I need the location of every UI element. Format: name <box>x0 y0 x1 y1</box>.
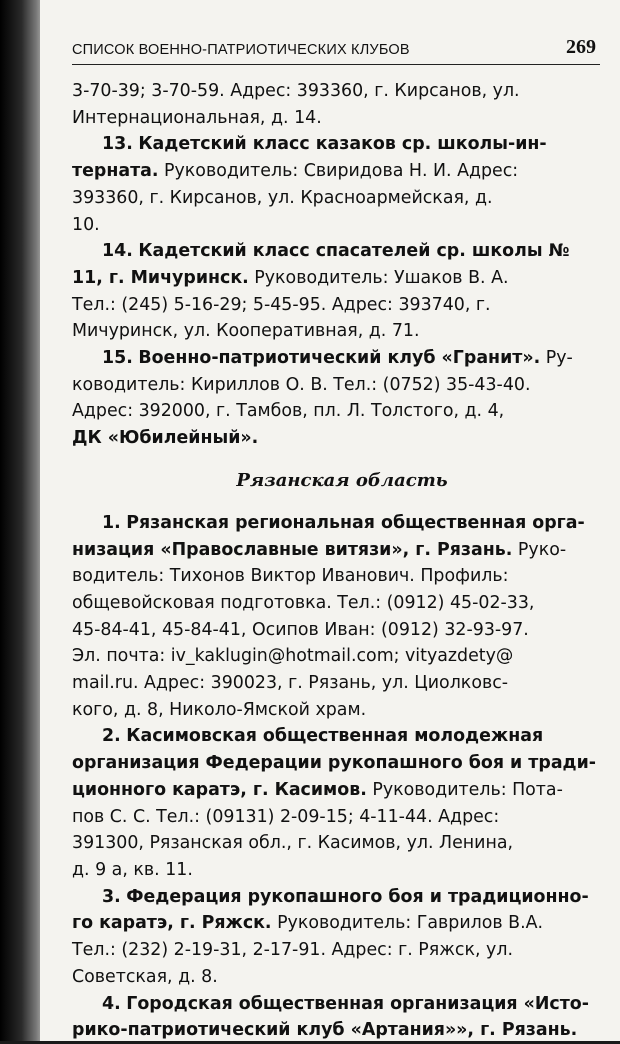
text-line <box>72 563 612 590</box>
text-line <box>72 372 612 399</box>
entry-text: Руководитель: Ушаков В. А. <box>248 267 509 288</box>
entry-text: 45-84-41, 45-84-41, Осипов Иван: (0912) 32-93-97. <box>72 619 529 640</box>
entry-text: пов С. С. Тел.: (09131) 2-09-15; 4-11-44. Адрес: <box>72 806 500 827</box>
text-line <box>72 830 612 857</box>
entry-number: 14. <box>102 241 133 262</box>
entry-heading: Городская общественная организация «Исто- <box>126 993 589 1014</box>
entry-first-line <box>72 991 612 1018</box>
entry-heading: го каратэ, г. Ряжск. <box>72 913 272 934</box>
entry-text: Тел.: (232) 2-19-31, 2-17-91. Адрес: г. Ряжск, ул. <box>72 940 513 961</box>
text-line <box>72 158 612 185</box>
entry-heading: рико-патриотический клуб «Артания»», г. Рязань. <box>72 1020 578 1041</box>
entry-heading: Военно-патриотический клуб «Гранит». <box>138 348 541 369</box>
section-heading: Рязанская область <box>236 469 448 491</box>
text-line <box>72 185 612 212</box>
entry-text: ководитель: Кириллов О. В. Тел.: (0752) 35-43-40. <box>72 374 531 395</box>
text-line <box>72 590 612 617</box>
text-line <box>72 670 612 697</box>
text-line <box>72 425 612 452</box>
entry-number: 3. <box>102 886 121 907</box>
page-body <box>72 78 612 1044</box>
text-line <box>72 265 612 292</box>
text-line <box>72 643 612 670</box>
list-entry <box>72 884 612 991</box>
entry-heading: низация «Православные витязи», г. Рязань. <box>72 539 513 560</box>
entry-text: mail.ru. Адрес: 390023, г. Рязань, ул. Циолковс- <box>72 673 509 694</box>
text-line <box>72 937 612 964</box>
text-line <box>72 857 612 884</box>
entry-text: Руководитель: Пота- <box>366 779 563 800</box>
entry-heading: 11, г. Мичуринск. <box>72 267 249 288</box>
text-line <box>72 910 612 937</box>
text-line <box>72 1017 612 1044</box>
entry-text: 391300, Рязанская обл., г. Касимов, ул. Ленина, <box>72 833 514 854</box>
text-line <box>72 804 612 831</box>
list-entry <box>72 991 612 1044</box>
entry-text: Мичуринск, ул. Кооперативная, д. 71. <box>72 321 420 342</box>
page-number: 269 <box>566 36 596 58</box>
entry-text: Ру- <box>540 348 573 369</box>
entry-text: 393360, г. Кирсанов, ул. Красноармейская, д. <box>72 187 493 208</box>
entry-number: 2. <box>102 726 121 747</box>
text-line <box>72 750 612 777</box>
entry-heading: Кадетский класс спасателей ср. школы № <box>138 241 570 262</box>
running-header-title: СПИСОК ВОЕННО-ПАТРИОТИЧЕСКИХ КЛУБОВ <box>72 42 410 58</box>
entry-number: 4. <box>102 993 121 1014</box>
running-header <box>72 34 600 65</box>
tambov-entries-list <box>72 131 612 451</box>
entry-text: Советская, д. 8. <box>72 966 218 987</box>
entry-heading: Федерация рукопашного боя и традиционно- <box>126 886 589 907</box>
text-line <box>72 318 612 345</box>
entry-heading: Касимовская общественная молодежная <box>126 726 544 747</box>
entry-text: д. 9 а, кв. 11. <box>72 859 193 880</box>
text-line <box>72 964 612 991</box>
entry-first-line <box>72 238 612 265</box>
text-line <box>72 292 612 319</box>
text-line <box>72 537 612 564</box>
entry-heading: Рязанская региональная общественная орга- <box>126 512 585 533</box>
entry-heading: Кадетский класс казаков ср. школы-ин- <box>138 134 547 155</box>
entry-first-line <box>72 884 612 911</box>
entry-text: Руко- <box>512 539 567 560</box>
text-line <box>72 777 612 804</box>
entry-first-line <box>72 131 612 158</box>
entry-text: Адрес: 392000, г. Тамбов, пл. Л. Толстого, д. 4, <box>72 401 505 422</box>
entry-text: Эл. почта: iv_kaklugin@hotmail.com; vityazdety@ <box>72 646 514 667</box>
entry-heading: терната. <box>72 161 159 182</box>
entry-first-line <box>72 723 612 750</box>
list-entry <box>72 131 612 238</box>
entry-first-line <box>72 345 612 372</box>
text-line: 3-70-39; 3-70-59. Адрес: 393360, г. Кирсанов, ул. <box>72 81 520 101</box>
text-line <box>72 617 612 644</box>
list-entry <box>72 238 612 345</box>
entry-text: общевойсковая подготовка. Тел.: (0912) 45-02-33, <box>72 592 535 613</box>
entry-number: 15. <box>102 348 133 369</box>
ryazan-entries-list <box>72 510 612 1044</box>
entry-text: 10. <box>72 214 100 235</box>
entry-heading: ДК «Юбилейный». <box>72 428 259 449</box>
entry-number: 13. <box>102 134 133 155</box>
entry-text: Тел.: (245) 5-16-29; 5-45-95. Адрес: 393740, г. <box>72 294 491 315</box>
list-entry <box>72 723 612 883</box>
continued-entry <box>72 78 612 131</box>
entry-heading: ционного каратэ, г. Касимов. <box>72 779 367 800</box>
entry-text: кого, д. 8, Николо-Ямской храм. <box>72 699 367 720</box>
text-line <box>72 212 612 239</box>
entry-text: Руководитель: Свиридова Н. И. Адрес: <box>158 161 519 182</box>
entry-first-line <box>72 510 612 537</box>
entry-number: 1. <box>102 512 121 533</box>
text-line: Интернациональная, д. 14. <box>72 107 322 128</box>
list-entry <box>72 345 612 452</box>
entry-heading: организация Федерации рукопашного боя и тради- <box>72 753 597 774</box>
entry-text: водитель: Тихонов Виктор Иванович. Профиль: <box>72 566 509 587</box>
list-entry <box>72 510 612 724</box>
text-line <box>72 398 612 425</box>
entry-text: Руководитель: Гаврилов В.А. <box>271 913 544 934</box>
text-line <box>72 697 612 724</box>
